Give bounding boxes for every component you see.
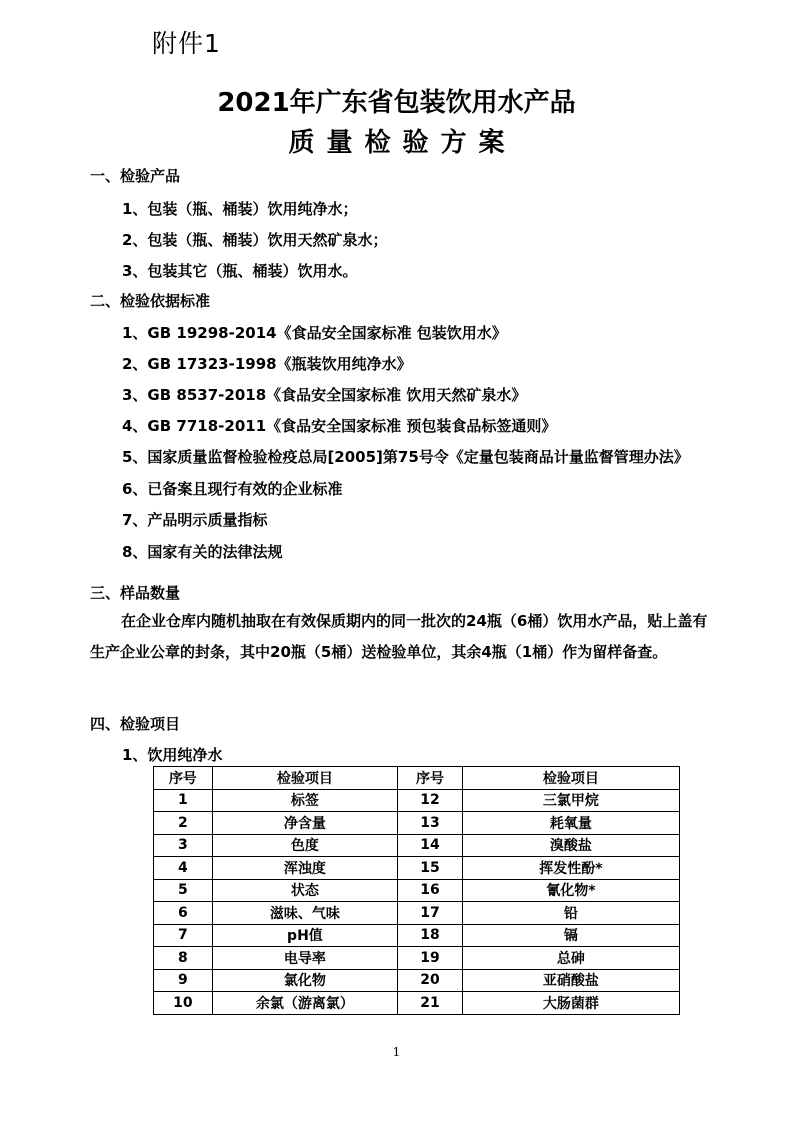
table-cell: 氯化物	[212, 969, 398, 992]
table-cell: 铅	[462, 902, 679, 925]
table-cell: 总砷	[462, 947, 679, 970]
sample-paragraph: 在企业仓库内随机抽取在有效保质期内的同一批次的24瓶（6桶）饮用水产品，贴上盖有生产企业公章的封条，其中20瓶（5桶）送检验单位，其余4瓶（1桶）作为留样备查。	[90, 612, 708, 661]
section-heading-test-items: 四、检验项目	[90, 715, 181, 733]
table-row	[154, 879, 680, 902]
table-cell: 16	[398, 879, 463, 902]
table-row	[154, 857, 680, 880]
table-cell: 状态	[212, 879, 398, 902]
table-cell: 5	[154, 879, 213, 902]
table-cell: 耗氧量	[462, 812, 679, 835]
table-cell: 17	[398, 902, 463, 925]
table-cell: 15	[398, 857, 463, 880]
table-row	[154, 947, 680, 970]
table-cell: 亚硝酸盐	[462, 969, 679, 992]
table-row	[154, 902, 680, 925]
header-cell: 检验项目	[212, 767, 398, 790]
table-cell: 浑浊度	[212, 857, 398, 880]
table-cell: 大肠菌群	[462, 992, 679, 1015]
table-row	[154, 789, 680, 812]
standard-item: 4、GB 7718-2011《食品安全国家标准 预包装食品标签通则》	[122, 417, 557, 435]
product-item: 3、包装其它（瓶、桶装）饮用水。	[122, 262, 358, 280]
table-header-row	[154, 767, 680, 790]
table-row	[154, 834, 680, 857]
standard-item: 6、已备案且现行有效的企业标准	[122, 480, 343, 498]
section-heading-standards: 二、检验依据标准	[90, 292, 211, 310]
table-cell: 氰化物*	[462, 879, 679, 902]
standard-item: 3、GB 8537-2018《食品安全国家标准 饮用天然矿泉水》	[122, 386, 527, 404]
test-items-table	[153, 766, 680, 1015]
document-title-line2: 质量检验方案	[288, 128, 517, 158]
table-cell: 挥发性酚*	[462, 857, 679, 880]
table-cell: 21	[398, 992, 463, 1015]
page-number: 1	[392, 1045, 401, 1059]
section-heading-sample-quantity: 三、样品数量	[90, 584, 181, 602]
attachment-label: 附件1	[152, 29, 221, 58]
document-title-line1: 2021年广东省包装饮用水产品	[217, 88, 576, 118]
standard-item: 2、GB 17323-1998《瓶装饮用纯净水》	[122, 355, 412, 373]
standard-item: 8、国家有关的法律法规	[122, 543, 283, 561]
table-cell: 7	[154, 924, 213, 947]
table-cell: 余氯（游离氯）	[212, 992, 398, 1015]
table-cell: 9	[154, 969, 213, 992]
table-row	[154, 992, 680, 1015]
header-cell: 序号	[398, 767, 463, 790]
table-cell: 10	[154, 992, 213, 1015]
product-item: 1、包装（瓶、桶装）饮用纯净水；	[122, 200, 358, 218]
header-cell: 检验项目	[462, 767, 679, 790]
product-item: 2、包装（瓶、桶装）饮用天然矿泉水；	[122, 231, 388, 249]
table-cell: 色度	[212, 834, 398, 857]
table-cell: 18	[398, 924, 463, 947]
table-cell: 溴酸盐	[462, 834, 679, 857]
table-cell: 净含量	[212, 812, 398, 835]
table-cell: pH值	[212, 924, 398, 947]
table-cell: 3	[154, 834, 213, 857]
table-cell: 标签	[212, 789, 398, 812]
table-row	[154, 924, 680, 947]
table-row	[154, 812, 680, 835]
table-cell: 1	[154, 789, 213, 812]
table-cell: 6	[154, 902, 213, 925]
table-cell: 20	[398, 969, 463, 992]
subsection-purified-water: 1、饮用纯净水	[122, 746, 223, 764]
table-row	[154, 969, 680, 992]
table-cell: 镉	[462, 924, 679, 947]
section-heading-products: 一、检验产品	[90, 167, 181, 185]
table-cell: 13	[398, 812, 463, 835]
table-cell: 8	[154, 947, 213, 970]
standard-item: 7、产品明示质量指标	[122, 511, 268, 529]
standard-item: 1、GB 19298-2014《食品安全国家标准 包装饮用水》	[122, 324, 507, 342]
table-cell: 14	[398, 834, 463, 857]
table-cell: 12	[398, 789, 463, 812]
table-cell: 2	[154, 812, 213, 835]
table-cell: 19	[398, 947, 463, 970]
table-cell: 三氯甲烷	[462, 789, 679, 812]
standard-item: 5、国家质量监督检验检疫总局[2005]第75号令《定量包装商品计量监督管理办法》	[122, 448, 689, 466]
table-cell: 滋味、气味	[212, 902, 398, 925]
table-cell: 电导率	[212, 947, 398, 970]
header-cell: 序号	[154, 767, 213, 790]
table-cell: 4	[154, 857, 213, 880]
